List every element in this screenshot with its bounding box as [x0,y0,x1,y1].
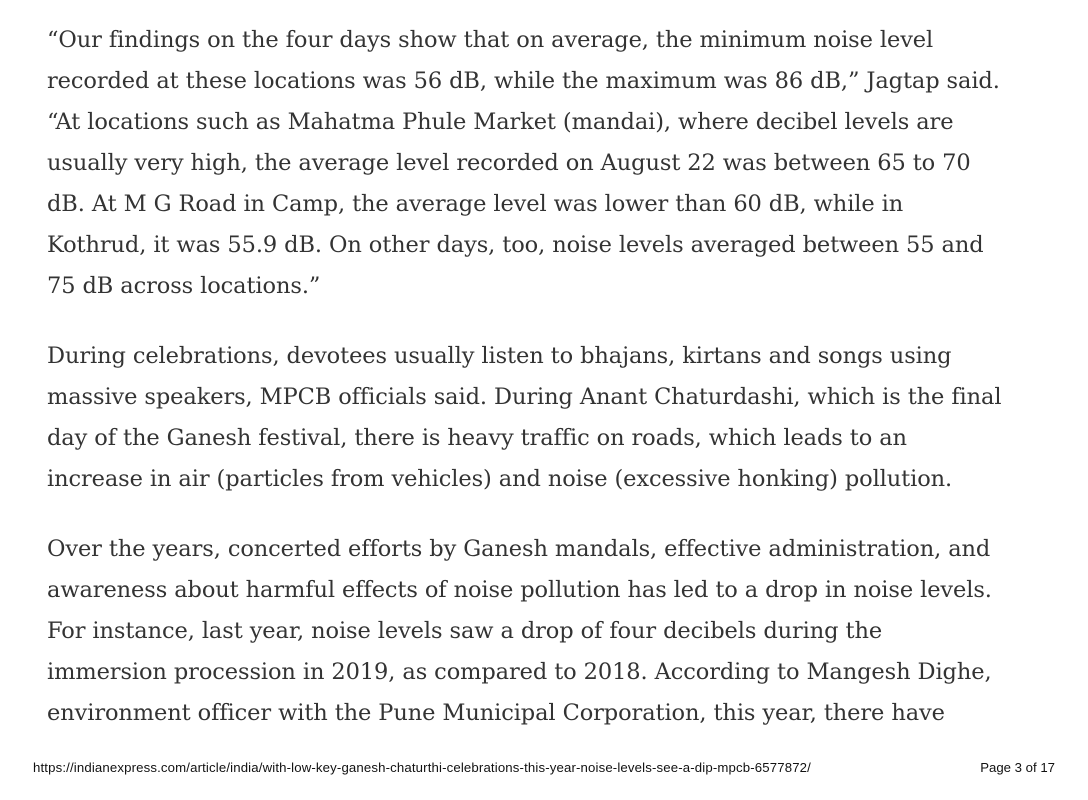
article-paragraph-3: Over the years, concerted efforts by Ganesh mandals, effective administration, and awareness about harmful effects of noise pollution has led to a drop in noise levels. For instance, last year, noise levels saw a drop of four decibels during the immersion procession in 2019, as compared to 2018. According to Mangesh Dighe, environment officer with the Pune Municipal Corporation, this year, there have [47,536,992,726]
page-number: Page 3 of 17 [980,760,1055,775]
footer-url[interactable]: https://indianexpress.com/article/india/with-low-key-ganesh-chaturthi-celebrations-this-year-noise-levels-see-a-dip-mpcb-6577872/ [33,760,811,775]
article-paragraph-1: “Our findings on the four days show that on average, the minimum noise level recorded at these locations was 56 dB, while the maximum was 86 dB,” Jagtap said. “At locations such as Mahatma Phule Market (mandai), where decibel levels are usually very high, the average level recorded on August 22 was between 65 to 70 dB. At M G Road in Camp, the average level was lower than 60 dB, while in Kothrud, it was 55.9 dB. On other days, too, noise levels averaged between 55 and 75 dB across locations.” [47,27,1000,299]
article-body [47,20,1007,763]
article-paragraph-2: During celebrations, devotees usually listen to bhajans, kirtans and songs using massive speakers, MPCB officials said. During Anant Chaturdashi, which is the final day of the Ganesh festival, there is heavy traffic on roads, which leads to an increase in air (particles from vehicles) and noise (excessive honking) pollution. [47,343,1002,492]
print-footer [0,756,1088,780]
